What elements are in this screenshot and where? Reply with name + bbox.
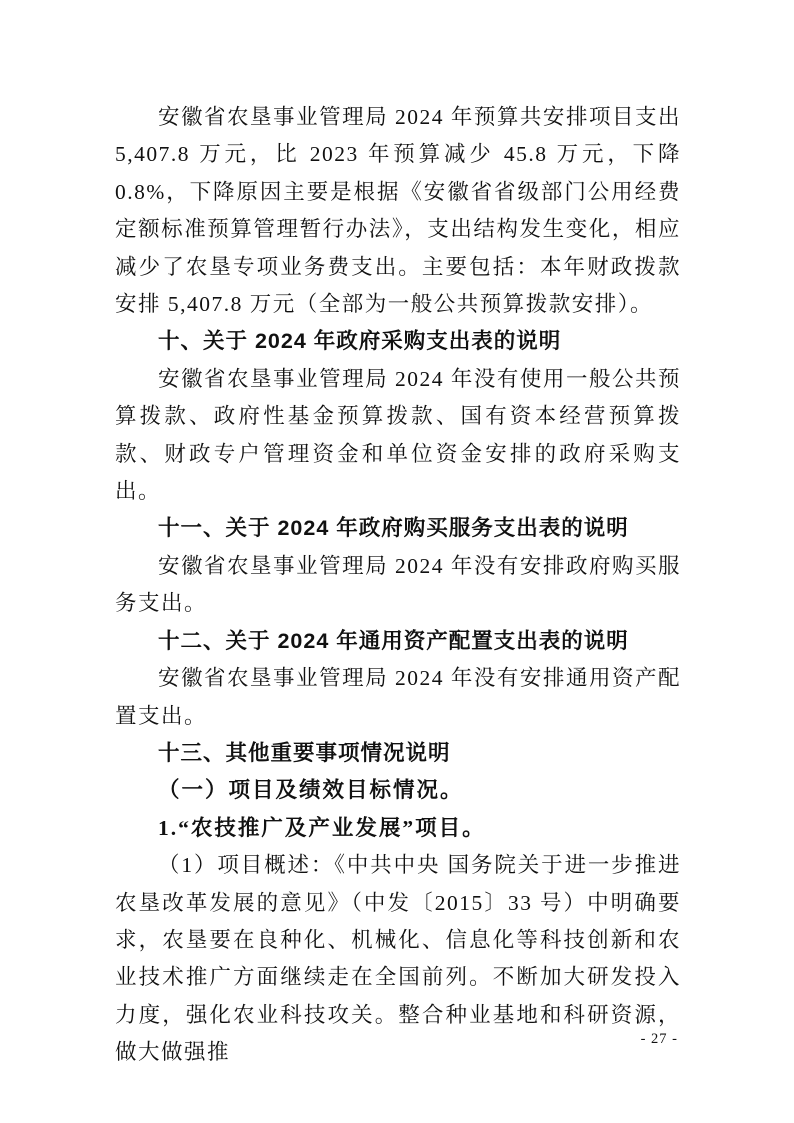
- paragraph-section-10-body: 安徽省农垦事业管理局 2024 年没有使用一般公共预算拨款、政府性基金预算拨款、国有资本经营预算拨款、财政专户管理资金和单位资金安排的政府采购支出。: [115, 366, 681, 504]
- heading-section-12-asset-allocation: 十二、关于 2024 年通用资产配置支出表的说明: [158, 628, 629, 653]
- heading-subsection-projects-performance: （一）项目及绩效目标情况。: [158, 778, 464, 803]
- heading-project-1-agri-tech-promotion: 1.“农技推广及产业发展”项目。: [158, 815, 486, 840]
- paragraph-project-1-overview: （1）项目概述：《中共中央 国务院关于进一步推进农垦改革发展的意见》（中发〔2015〕33 号）中明确要求，农垦要在良种化、机械化、信息化等科技创新和农业技术推广方面继续走在全国前列。不断加大研发投入力度，强化农业科技攻关。整合种业基地和科研资源，做大做强推: [115, 853, 681, 1065]
- heading-section-11-purchased-services: 十一、关于 2024 年政府购买服务支出表的说明: [158, 516, 629, 541]
- page-number: - 27 -: [640, 1031, 678, 1047]
- heading-section-10-government-procurement: 十、关于 2024 年政府采购支出表的说明: [158, 329, 562, 354]
- paragraph-section-12-body: 安徽省农垦事业管理局 2024 年没有安排通用资产配置支出。: [115, 666, 681, 728]
- paragraph-budget-overview: 安徽省农垦事业管理局 2024 年预算共安排项目支出 5,407.8 万元，比 2023 年预算减少 45.8 万元，下降 0.8%，下降原因主要是根据《安徽省省级部门公用经费定额标准预算管理暂行办法》，支出结构发生变化，相应减少了农垦专项业务费支出。主要包括：本年财政拨款安排 5,407.8 万元（全部为一般公共预算拨款安排）。: [115, 105, 681, 317]
- paragraph-section-11-body: 安徽省农垦事业管理局 2024 年没有安排政府购买服务支出。: [115, 553, 681, 616]
- heading-section-13-other-important-matters: 十三、其他重要事项情况说明: [158, 740, 451, 765]
- document-body: [115, 99, 681, 1072]
